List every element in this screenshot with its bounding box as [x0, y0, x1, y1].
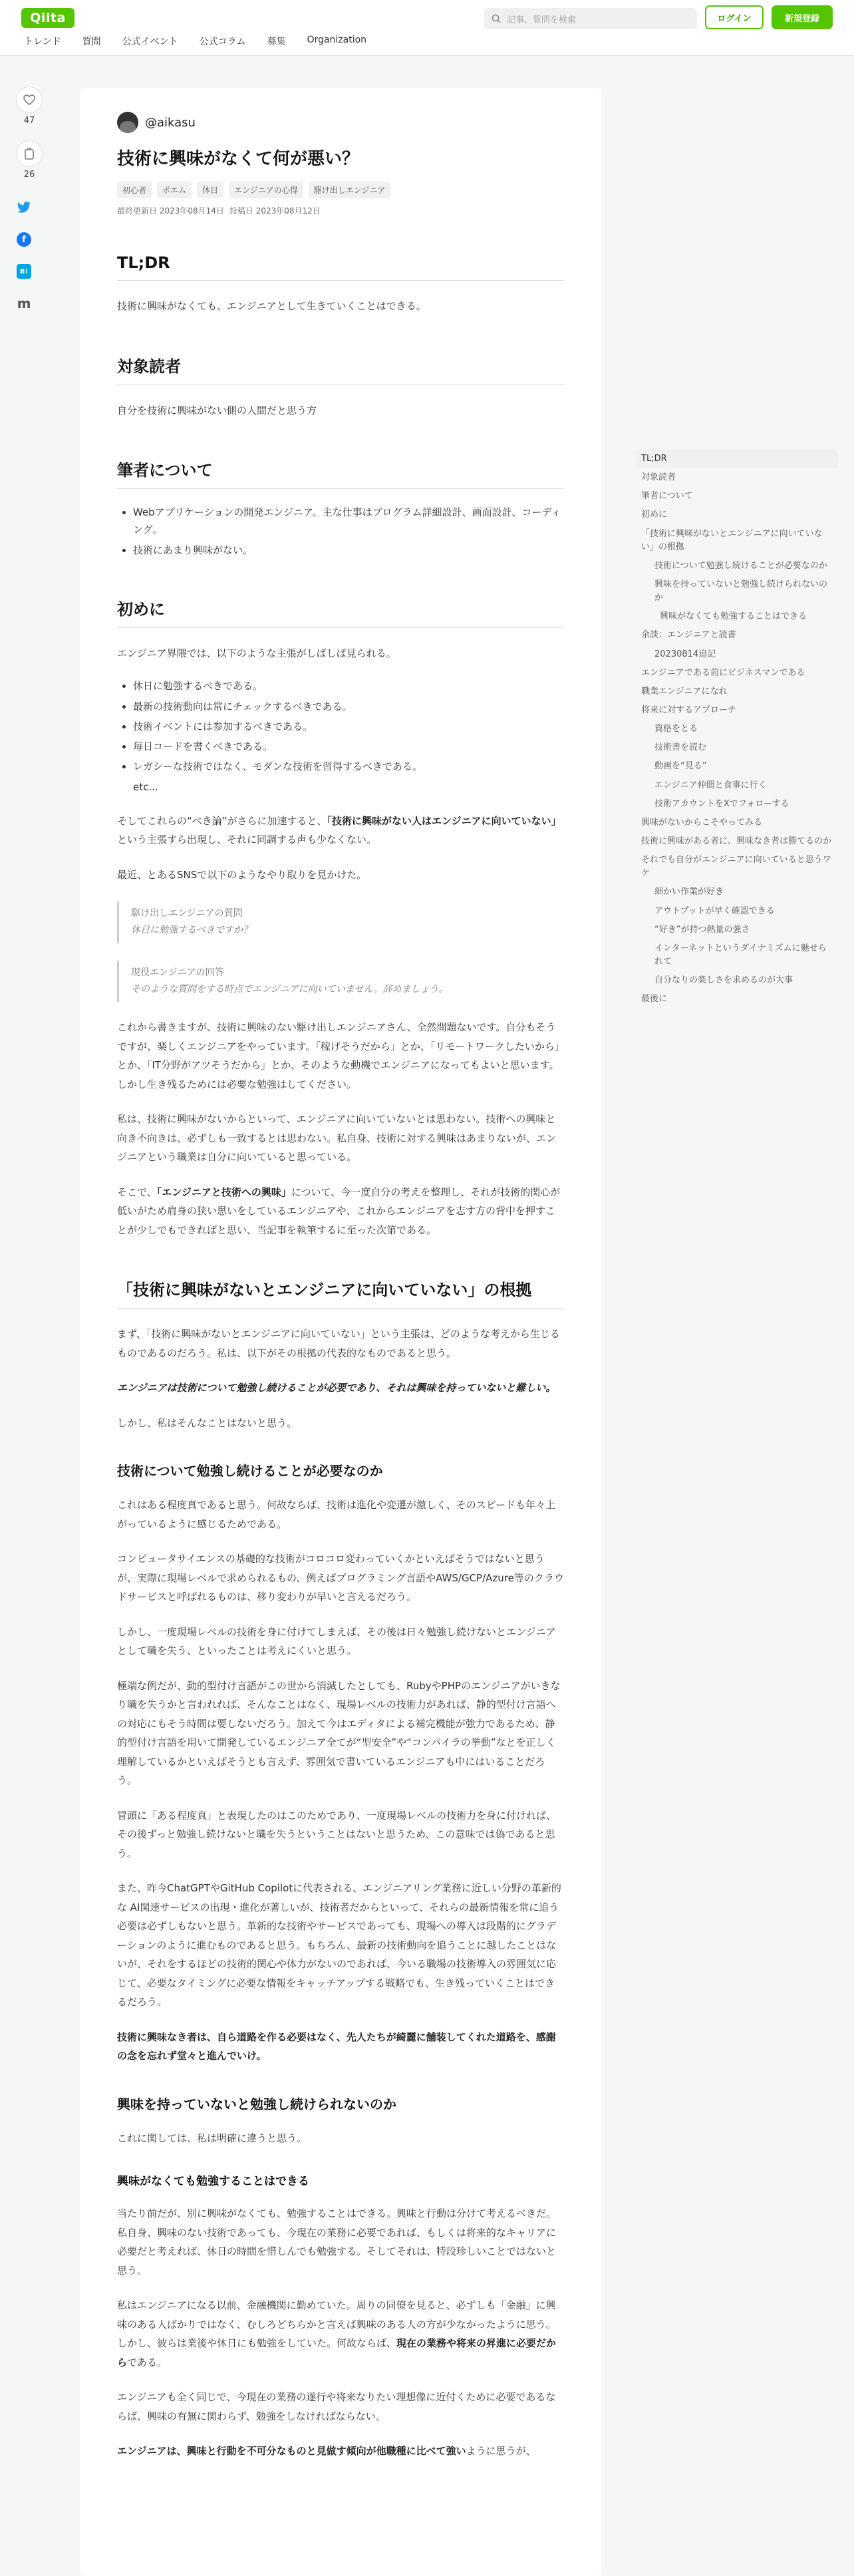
posted-date: 投稿日 2023年08月12日: [229, 206, 321, 216]
like-count: 47: [23, 116, 35, 126]
text: しかし、彼らは業後や休日にも勉強をしていた。何故ならば、: [117, 2337, 397, 2349]
text: そこで、: [117, 1186, 157, 1198]
toc-item[interactable]: 「技術に興味がないとエンジニアに向いていない」の根拠: [641, 528, 823, 552]
tag[interactable]: ポエム: [157, 182, 192, 198]
text: について、今一度自分の考えを整理し、それが技術的関心が低いがため肩身の狭い思いをしているエンジニアや、これからエンジニアを志す方の背中を押すことが少しでもできればと思い、当記事を執筆するに至った次第である。: [117, 1186, 561, 1236]
paragraph: また、昨今ChatGPTやGitHub Copilotに代表される、エンジニアリング業務に近しい分野の革新的な AI関連サービスの出現・進化が著しいが、技術者だからといって、それらの最新情報を常に追う必要は必ずしもないと思う。革新的な技術やサービスであっても、現場への導入は段階的にグラデーションのように進むものであると思う。もちろん、最新の技術動向を追うことに越したことはないが、それをするほどの技術的関心や体力がないのであれば、今いる職場の技術導入の雰囲気に応じて、必要なタイミングに必要な情報をキャッチアップする戦略でも、生き残っていくことはできるだろう。: [117, 1882, 561, 2008]
toc-item[interactable]: 余談：エンジニアと読書: [641, 630, 736, 641]
stock-folder-icon: [25, 148, 34, 160]
nav-official-columns[interactable]: 公式コラム: [199, 37, 246, 47]
nav-recruit[interactable]: 募集: [267, 37, 286, 47]
twitter-icon: [17, 202, 31, 214]
toc-item[interactable]: 興味を持っていないと勉強し続けられないのか: [654, 579, 828, 603]
list-item: etc...: [133, 780, 158, 793]
bold-text: 「エンジニアと技術への興味」: [156, 1186, 291, 1198]
bullet-list: [117, 677, 564, 796]
toc-item[interactable]: 技術アカウントをXでフォローする: [654, 798, 789, 809]
author-info[interactable]: [117, 112, 564, 133]
list-item: • 技術にあまり興味がない。: [133, 542, 564, 559]
nav-questions[interactable]: 質問: [82, 37, 101, 47]
list-item: • レガシーな技術ではなく、モダンな技術を習得するべきである。: [133, 758, 564, 775]
toc-item[interactable]: 最後に: [641, 994, 668, 1005]
bold-text: 技術に興味なき者は、自ら道路を作る必要はなく、先人たちが綺麗に舗装してくれた道路を、感謝の念を忘れず堂々と進んでいけ。: [117, 2030, 556, 2062]
avatar[interactable]: [117, 112, 138, 133]
toc-item[interactable]: TL;DR: [636, 450, 838, 468]
paragraph: 冒頭に「ある程度真」と表現したのはこのためであり、一度現場レベルの技術力を身に付ければ、その後ずっと勉強し続けないと職を失うということはないと思うため、この意味では偽であると思う。: [117, 1809, 557, 1859]
toc-item[interactable]: アウトプットが早く確認できる: [654, 905, 775, 916]
article-actions: [11, 86, 48, 322]
tag[interactable]: 初心者: [117, 182, 152, 198]
heading-intro: 初めに: [117, 596, 564, 628]
bold-text: エンジニアは、興味と行動を不可分なものと見做す傾向が他職種に比べて強い: [117, 2445, 466, 2457]
heading-tldr: TL;DR: [117, 253, 564, 281]
text: ように思うが、: [466, 2445, 536, 2457]
article-body: [80, 88, 601, 2576]
share-x-button[interactable]: [11, 194, 37, 221]
paragraph: 私は、技術に興味がないからといって、エンジニアに向いていないとは思わない。技術への興味と向き不向きは、必ずしも一致するとは思わない。私自身、技術に対する興味はあまりないが、エンジニアという職業は自分に向いていると思っている。: [117, 1113, 557, 1163]
facebook-icon: f: [17, 232, 31, 247]
paragraph: [117, 2296, 564, 2372]
stock-count: 26: [23, 170, 35, 180]
toc-item[interactable]: エンジニアである前にビジネスマンである: [641, 667, 805, 678]
like-button[interactable]: [16, 86, 43, 113]
text: という主張すら出現し、それに同調する声も少なくない。: [117, 834, 377, 846]
toc-item[interactable]: 資格をとる: [654, 724, 698, 734]
quote-label: 現役エンジニアの回答: [131, 967, 224, 978]
search-icon: [491, 13, 501, 24]
bold-text: 現在の業務や将来の昇進に必要だから: [117, 2337, 557, 2368]
heading-target-readers: 対象読者: [117, 353, 564, 385]
paragraph: 最近、とあるSNSで以下のようなやり取りを見かけた。: [117, 868, 367, 881]
text: 私はエンジニアになる以前、金融機関に勤めていた。周りの同僚を見ると、必ずしも「金融」に興味のある人ばかりではなく、むしろどちらかと言えば興味のある人の方が少なかったように思う。: [117, 2299, 556, 2331]
tag[interactable]: 休日: [197, 182, 223, 198]
heading-interest: 興味を持っていないと勉強し続けられないのか: [117, 2096, 396, 2112]
article-dates: [117, 205, 564, 216]
nav-trend[interactable]: トレンド: [24, 37, 61, 47]
paragraph: しかし、一度現場レベルの技術を身に付けてしまえば、その後は日々勉強し続けないとエンジニアとして職を失う、といったことは考えにくいと思う。: [117, 1625, 556, 1657]
paragraph: [117, 812, 564, 850]
toc-item[interactable]: 動画を“見る”: [654, 761, 707, 772]
author-name[interactable]: @aikasu: [145, 115, 196, 130]
blockquote: [117, 901, 564, 943]
heading-keep-studying: 技術について勉強し続けることが必要なのか: [117, 1463, 383, 1479]
list-item: • Webアプリケーションの開発エンジニア。主な仕事はプログラム詳細設計、画面設計、コーディング。: [133, 504, 564, 539]
toc-item[interactable]: 20230814追記: [654, 649, 716, 659]
tag-list: [117, 182, 564, 198]
toc-item[interactable]: インターネットというダイナミズムに魅せられて: [654, 943, 827, 967]
toc-item[interactable]: 将来に対するアプローチ: [641, 705, 737, 715]
paragraph: 技術に興味がなくても、エンジニアとして生きていくことはできる。: [117, 300, 426, 312]
site-header: [0, 0, 854, 56]
signup-button[interactable]: 新規登録: [772, 5, 833, 29]
heading-no-interest: 興味がなくても勉強することはできる: [117, 2175, 309, 2188]
heart-icon: [23, 94, 35, 105]
tag[interactable]: エンジニアの心得: [229, 182, 303, 198]
share-hatena-button[interactable]: [11, 258, 37, 285]
table-of-contents: [636, 450, 838, 1009]
toc-item[interactable]: 技術書を読む: [654, 742, 707, 753]
bullet-list: [117, 504, 564, 559]
global-nav: [24, 35, 366, 48]
paragraph: これに関しては、私は明確に違うと思う。: [117, 2132, 307, 2144]
bold-text: 「技術に興味がない人はエンジニアに向いていない」: [327, 814, 561, 827]
quote-text: そのような質問をする時点でエンジニアに向いていません。辞めましょう。: [131, 983, 448, 995]
text: そしてこれらの“べき論”がさらに加速すると、: [117, 814, 327, 827]
toc-item[interactable]: 初めに: [641, 510, 668, 520]
article-title: 技術に興味がなくて何が悪い？: [117, 149, 360, 169]
quote-label: 駆け出しエンジニアの質問: [131, 908, 243, 919]
toc-item[interactable]: 興味がなくても勉強することはできる: [660, 611, 807, 622]
toc-item[interactable]: 職業エンジニアになれ: [641, 686, 728, 697]
paragraph: [117, 1183, 564, 1240]
toc-item[interactable]: 対象読者: [641, 472, 676, 483]
bold-paragraph: [117, 2028, 564, 2066]
toc-item[interactable]: “好き”が持つ熱量の強さ: [654, 924, 750, 935]
list-item: • 毎日コードを書くべきである。: [133, 738, 564, 755]
tag[interactable]: 駆け出しエンジニア: [309, 182, 391, 198]
toc-item[interactable]: 自分なりの楽しさを求めるのが大事: [654, 975, 793, 986]
updated-date: 最終更新日 2023年08月14日: [117, 206, 224, 216]
emphasis-paragraph: エンジニアは技術について勉強し続けることが必要であり、それは興味を持っていないと難しい。: [117, 1382, 556, 1394]
quote-text: 休日に勉強するべきですか？: [131, 925, 252, 936]
hatena-bookmark-icon: B!: [17, 264, 31, 279]
text: である。: [127, 2356, 168, 2368]
toc-item[interactable]: 興味がないからこそやってみる: [641, 817, 763, 828]
list-item: • 技術イベントには参加するべきである。: [133, 718, 564, 735]
paragraph: 自分を技術に興味がない側の人間だと思う方: [117, 404, 317, 416]
paragraph: 当たり前だが、別に興味がなくても、勉強することはできる。興味と行動は分けて考えるべきだ。私自身、興味のない技術であっても、今現在の業務に必要であれば、もしくは将来的なキャリアに必要だと考えれば、休日の時間を惜しんでも勉強する。そしてそれは、特段珍しいことではないと思う。: [117, 2207, 557, 2277]
toc-item[interactable]: 技術に興味がある者に、興味なき者は勝てるのか: [641, 836, 832, 846]
blockquote: [117, 961, 564, 1002]
nav-official-events[interactable]: 公式イベント: [122, 37, 178, 47]
misskey-icon: m: [17, 295, 31, 311]
login-button[interactable]: ログイン: [705, 5, 764, 29]
search-input[interactable]: [484, 8, 697, 29]
nav-organization[interactable]: Organization: [307, 35, 367, 45]
paragraph: [117, 2442, 564, 2461]
heading-basis: 「技術に興味がないとエンジニアに向いていない」の根拠: [117, 1277, 564, 1309]
list-item: • 休日に勉強するべきである。: [133, 677, 564, 695]
paragraph: まず、「技術に興味がないとエンジニアに向いていない」という主張は、どのような考えから生じるものであるのだろう。私は、以下がその根拠の代表的なものであると思う。: [117, 1328, 560, 1359]
search-placeholder: 記事、質問を検索: [507, 15, 577, 25]
like-action: [11, 86, 48, 126]
paragraph: エンジニア界隈では、以下のような主張がしばしば見られる。: [117, 647, 396, 659]
toc-item[interactable]: エンジニア仲間と食事に行く: [654, 780, 767, 790]
paragraph: しかし、私はそんなことはないと思う。: [117, 1416, 297, 1429]
toc-item[interactable]: それでも自分がエンジニアに向いていると思うワケ: [641, 855, 831, 879]
share-misskey-button[interactable]: [11, 290, 37, 317]
heading-about-author: 筆者について: [117, 457, 564, 489]
paragraph: コンピュータサイエンスの基礎的な技術がコロコロ変わっていくかといえばそうではないと思うが、実際に現場レベルで求められるもの、例えばプログラミング言語やAWS/GCP/Azure等のクラウドサービスと呼ばれるものは、移り変わりが早いと言えるだろう。: [117, 1553, 564, 1603]
share-facebook-button[interactable]: [11, 226, 37, 253]
list-item: • 最新の技術動向は常にチェックするべきである。: [133, 698, 564, 715]
toc-item[interactable]: 筆者について: [641, 491, 693, 502]
paragraph: 極端な例だが、動的型付け言語がこの世から消滅したとしても、RubyやPHPのエンジニアがいきなり職を失うかと言われれば、そんなことはなく、現場レベルの技術力があれば、静的型付け言語への対応にもそう時間は要しないだろう。加えて今はエディタによる補完機能が強力であるため、静的型付け言語を用いて開発しているエンジニア全てが“型安全”や“コンパイラの挙動”なとを正しく理解しているかといえばそうとも言えず、雰囲気で書いているエンジニアも中にはいることだろう。: [117, 1679, 561, 1786]
paragraph: エンジニアも全く同じで、今現在の業務の遂行や将来なりたい理想像に近付くために必要であるならば、興味の有無に関わらず、勉強をしなければならない。: [117, 2391, 556, 2422]
stock-button[interactable]: [16, 140, 43, 167]
stock-action: [11, 140, 48, 180]
toc-item[interactable]: 細かい作業が好き: [654, 887, 724, 897]
qiita-logo[interactable]: Qiita: [21, 8, 74, 28]
paragraph: これはある程度真であると思う。何故ならば、技術は進化や変遷が激しく、そのスピードも年々上がっているように感じるためである。: [117, 1499, 556, 1530]
toc-item[interactable]: 技術について勉強し続けることが必要なのか: [654, 560, 827, 571]
paragraph: これから書きますが、技術に興味のない駆け出しエンジニアさん、全然問題ないです。自分もそうですが、楽しくエンジニアをやっています。「稼げそうだから」とか、「リモートワークしたいから」とか、「IT分野がアツそうだから」とか、そのような動機でエンジニアになってもよいと思います。しかし生き残るためには必要な勉強はしてください。: [117, 1021, 560, 1090]
